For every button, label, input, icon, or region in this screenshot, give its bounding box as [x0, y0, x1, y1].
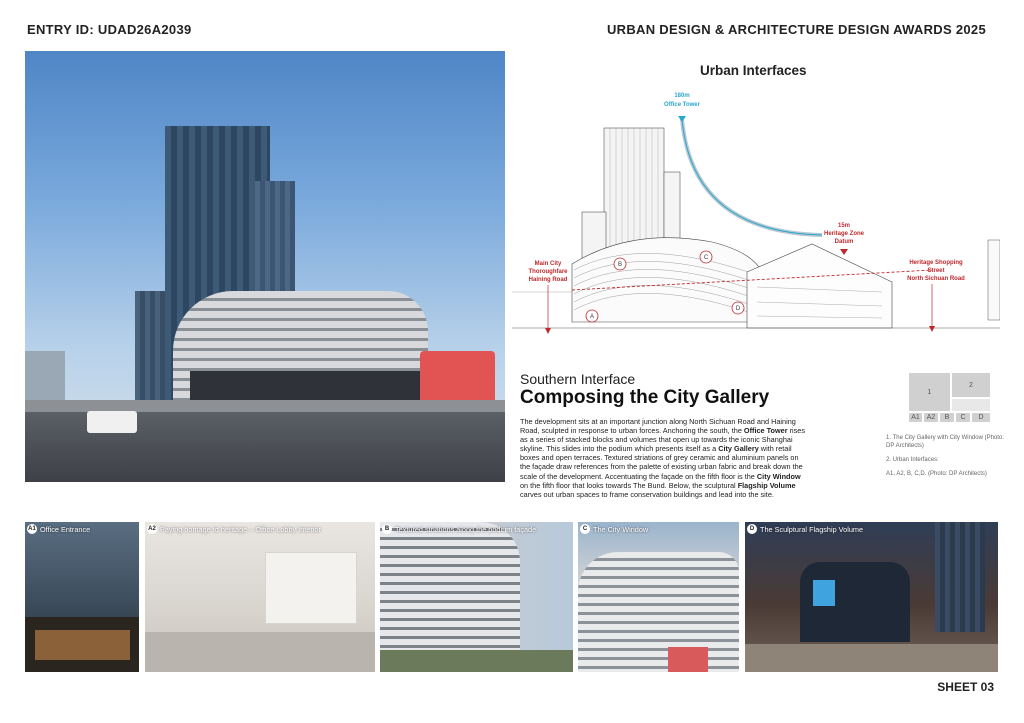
key-cell-b: B — [939, 412, 955, 423]
key-cell-d: D — [971, 412, 991, 423]
key-cell-a2: A2 — [923, 412, 939, 423]
thumb-caption: Textured striations along the podium façade — [395, 524, 537, 534]
thumb-tag: A1 — [28, 526, 36, 532]
photo-notes — [886, 434, 1006, 478]
key-cell-1: 1 — [908, 372, 951, 412]
heritage-zone-label: Heritage Zone — [823, 231, 865, 237]
key-plan — [908, 372, 991, 423]
thumb-office-lobby — [145, 522, 375, 672]
urban-interfaces-title: Urban Interfaces — [700, 63, 807, 78]
heritage-street-label-1: Heritage Shopping — [909, 260, 963, 266]
tower-height-label: 180m — [674, 93, 690, 99]
thumb-podium-facade — [380, 522, 573, 672]
marker-a: A — [589, 314, 595, 320]
thumb-tag: A2 — [148, 526, 156, 532]
heritage-street-label-3: North Sichuan Road — [907, 276, 965, 282]
thumb-tag: C — [580, 524, 590, 534]
marker-c: C — [703, 255, 709, 261]
key-cell-c: C — [955, 412, 971, 423]
tower-name-label: Office Tower — [664, 102, 700, 108]
thumb-caption: Paying homage to heritage – Office Lobby Interior — [160, 524, 321, 534]
thumb-caption: The City Window — [593, 524, 649, 534]
thumb-flagship-volume — [745, 522, 998, 672]
marker-b: B — [617, 262, 623, 268]
thumb-caption: The Sculptural Flagship Volume — [760, 524, 864, 534]
urban-interfaces-diagram — [512, 92, 1000, 350]
heritage-datum-label: Datum — [834, 239, 854, 245]
thumb-caption: Office Entrance — [40, 524, 91, 534]
heritage-height-label: 15m — [837, 223, 851, 229]
awards-title: URBAN DESIGN & ARCHITECTURE DESIGN AWARDS 2025 — [606, 22, 986, 37]
thumb-tag: D — [747, 524, 757, 534]
section-heading: Composing the City Gallery — [520, 387, 770, 408]
note-3: A1, A2, B, C,D. (Photo: DP Architects) — [886, 471, 987, 477]
heritage-street-label-2: Street — [927, 268, 945, 274]
thumb-office-entrance — [25, 522, 139, 672]
main-city-label-2: Thoroughfare — [528, 269, 568, 275]
sheet-number: SHEET 03 — [937, 680, 994, 694]
key-cell-2: 2 — [951, 372, 991, 398]
marker-d: D — [735, 306, 741, 312]
diagram-heritage-building — [747, 244, 892, 328]
key-cell-a1: A1 — [908, 412, 923, 423]
note-1: 1. The City Gallery with City Window (Photo: DP Architects) — [886, 435, 1004, 449]
main-city-label-3: Haining Road — [528, 277, 568, 283]
key-cell-blank — [951, 398, 991, 412]
thumb-city-window — [578, 522, 739, 672]
section-subtitle: Southern Interface — [520, 371, 636, 387]
note-2: 2. Urban Interfaces: — [886, 457, 939, 463]
hero-photo-city-gallery — [25, 51, 505, 482]
hero-bus — [87, 411, 137, 433]
section-body: The development sits at an important junction along North Sichuan Road and Haining Road, sculpted in response to urban forces. Anchoring the south, the Office Tower rises as a series of stacked blocks and volumes that open up towards the iconic Shanghai skyline. This slides into the podium which presents itself as a City Gallery with retail boxes and open terraces. Textured striations of grey ceramic and aluminium panels on the façade draw references from the palette of existing urban fabric and break down the scale of the development. Accentuating the façade on the fifth floor is the City Window on the fifth floor that looks towards The Bund. Below, the sculptural Flagship Volume carves out urban spaces to frame conservation buildings and lead into the site. — [520, 417, 806, 499]
entry-id: ENTRY ID: UDAD26A2039 — [27, 22, 192, 37]
main-city-label-1: Main City — [534, 261, 562, 267]
thumb-tag: B — [382, 524, 392, 534]
